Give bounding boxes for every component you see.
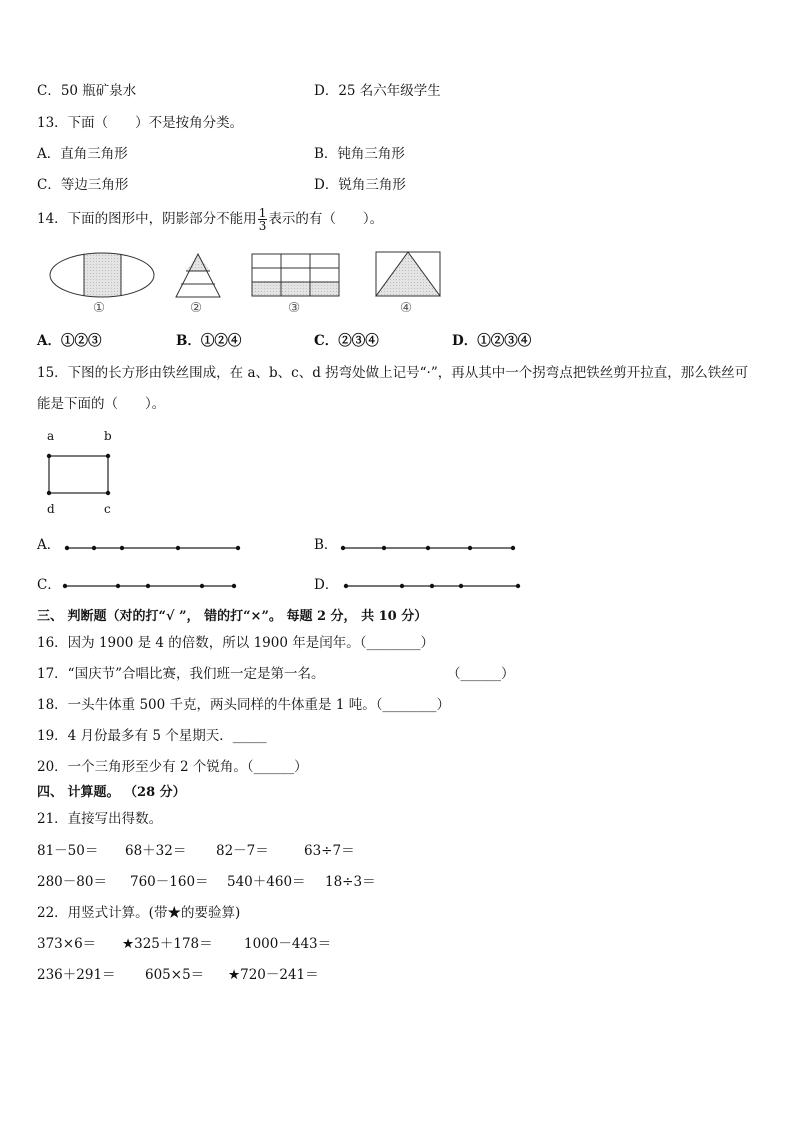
wire-rectangle [47, 454, 110, 495]
q15-stem-line2: 能是下面的（ ）。 [37, 396, 166, 412]
section3-heading: 三、 判断题（对的打“√ ”， 错的打“×”。 每题 2 分， 共 10 分） [37, 609, 428, 624]
q14-stem-before: 14．下面的图形中，阴影部分不能用 [37, 211, 257, 227]
corner-label-c: c [104, 502, 111, 516]
fraction-numerator: 1 [258, 206, 267, 220]
option-b-line [341, 546, 515, 550]
figure-1-label: ① [93, 300, 106, 316]
q12-option-d: D．25 名六年级学生 [314, 83, 441, 99]
q22-item: 236＋291＝ [37, 967, 116, 983]
option-d-line [344, 584, 520, 588]
q13-option-b: B．钝角三角形 [314, 146, 405, 162]
q21-item: 81－50＝ [37, 843, 99, 859]
q22-item: 605×5＝ [145, 967, 205, 983]
fraction-denominator: 3 [258, 219, 267, 233]
section4-heading: 四、 计算题。 （28 分） [37, 785, 186, 800]
figure-2-label: ② [190, 300, 203, 316]
q20: 20．一个三角形至少有 2 个锐角。（______） [37, 759, 308, 775]
q13-option-c: C．等边三角形 [37, 177, 129, 193]
q21-item: 18÷3＝ [325, 874, 376, 890]
q22-item: ★720－241＝ [228, 967, 319, 983]
q16: 16．因为 1900 是 4 的倍数，所以 1900 年是闰年。（________） [37, 635, 434, 651]
q17-blank: （______） [447, 666, 515, 682]
q22-item: 373×6＝ [37, 936, 97, 952]
q13-option-a: A．直角三角形 [37, 146, 128, 162]
q21-item: 280－80＝ [37, 874, 107, 890]
q14-option-b: B．①②④ [176, 333, 242, 349]
q19: 19．4 月份最多有 5 个星期天．_____ [37, 728, 267, 744]
q17: 17．“国庆节”合唱比赛，我们班一定是第一名。 [37, 666, 325, 682]
q12-option-c: C．50 瓶矿泉水 [37, 83, 137, 99]
q22: 22．用竖式计算。(带★的要验算) [37, 905, 241, 921]
q15-option-a: A． [37, 537, 61, 553]
corner-label-a: a [47, 429, 55, 443]
q21-item: 760－160＝ [130, 874, 209, 890]
corner-label-b: b [104, 429, 112, 443]
q14-option-c: C．②③④ [314, 333, 379, 349]
q18: 18．一头牛体重 500 千克，两头同样的牛体重是 1 吨。（________） [37, 697, 450, 713]
q14-option-a: A．①②③ [37, 333, 102, 349]
figure-4-label: ④ [400, 300, 413, 316]
q15-option-d: D． [314, 577, 339, 593]
option-c-line [63, 584, 236, 588]
q21-item: 63÷7＝ [304, 843, 355, 859]
q13-option-d: D．锐角三角形 [314, 177, 406, 193]
q21-item: 68＋32＝ [125, 843, 187, 859]
q15-stem-line1: 15．下图的长方形由铁丝围成，在 a、b、c、d 拐弯处做上记号“·”，再从其中一个拐弯点把铁丝剪开拉直，那么铁丝可 [37, 365, 749, 381]
q14-option-d: D．①②③④ [452, 333, 532, 349]
q21-item: 540＋460＝ [227, 874, 306, 890]
corner-label-d: d [47, 502, 55, 516]
q15-option-b: B． [314, 537, 338, 553]
q21-item: 82－7＝ [216, 843, 269, 859]
q15-option-c: C． [37, 577, 61, 593]
figure-3-label: ③ [288, 300, 301, 316]
q22-item: 1000－443＝ [244, 936, 332, 952]
option-a-line [65, 546, 240, 550]
q21: 21．直接写出得数。 [37, 811, 163, 827]
q22-item: ★325＋178＝ [122, 936, 213, 952]
q14-stem-after: 表示的有（ ）。 [268, 211, 384, 227]
q13-stem: 13．下面（ ）不是按角分类。 [37, 115, 244, 131]
